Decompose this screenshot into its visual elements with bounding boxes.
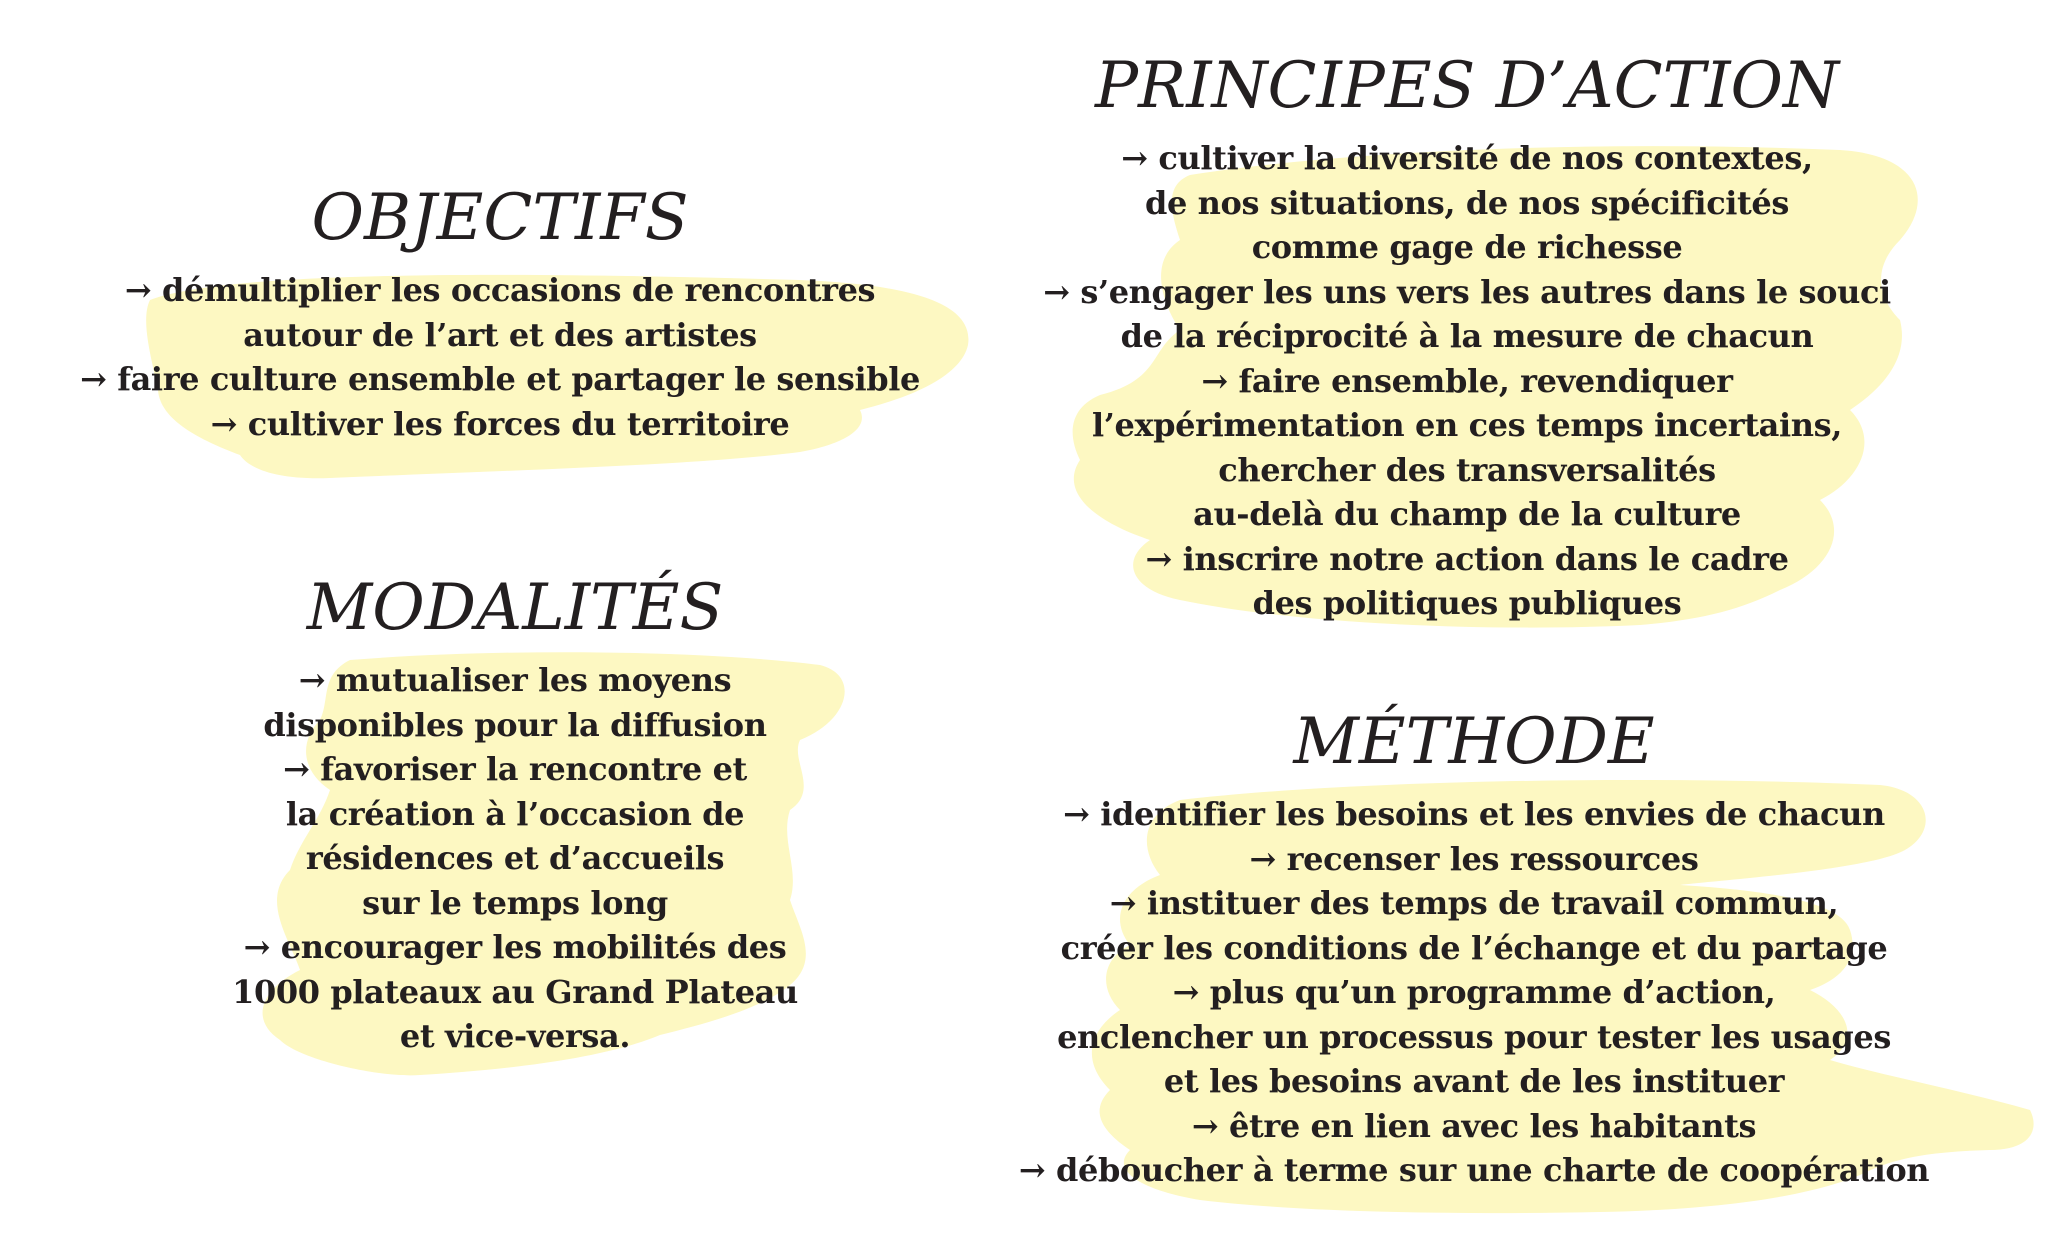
principes-list bbox=[1043, 136, 1891, 626]
principes-line: chercher des transversalités bbox=[1218, 450, 1716, 489]
principes-line: → s’engager les uns vers les autres dans le souci bbox=[1043, 272, 1891, 311]
methode-line: → recenser les ressources bbox=[1249, 839, 1699, 878]
objectifs-line: autour de l’art et des artistes bbox=[243, 315, 757, 354]
section-modalites bbox=[232, 571, 798, 1059]
principes-line: comme gage de richesse bbox=[1251, 228, 1683, 266]
methode-line: et les besoins avant de les instituer bbox=[1163, 1062, 1785, 1100]
modalites-line: → mutualiser les moyens bbox=[298, 661, 732, 699]
section-objectifs bbox=[80, 181, 920, 446]
principes-line: au-delà du champ de la culture bbox=[1193, 495, 1741, 533]
methode-line: créer les conditions de l’échange et du partage bbox=[1060, 928, 1888, 967]
modalites-line: 1000 plateaux au Grand Plateau bbox=[232, 972, 798, 1011]
methode-line: → identifier les besoins et les envies de chacun bbox=[1063, 795, 1885, 833]
methode-line: → être en lien avec les habitants bbox=[1191, 1106, 1757, 1145]
methode-line: → instituer des temps de travail commun, bbox=[1109, 884, 1839, 922]
principes-line: de la réciprocité à la mesure de chacun bbox=[1120, 317, 1814, 355]
methode-line: enclencher un processus pour tester les usages bbox=[1057, 1017, 1891, 1056]
principes-title: PRINCIPES D’ACTION bbox=[1094, 49, 1840, 123]
methode-line: → plus qu’un programme d’action, bbox=[1172, 973, 1776, 1011]
modalites-line: → encourager les mobilités des bbox=[243, 928, 787, 966]
modalites-line: la création à l’occasion de bbox=[285, 794, 745, 833]
principes-line: → inscrire notre action dans le cadre bbox=[1145, 539, 1789, 578]
methode-list bbox=[1019, 792, 1929, 1193]
objectifs-line: → démultiplier les occasions de rencontres bbox=[124, 271, 876, 309]
principes-line: l’expérimentation en ces temps incertains, bbox=[1092, 406, 1842, 444]
modalites-title: MODALITÉS bbox=[306, 571, 724, 645]
objectifs-line: → cultiver les forces du territoire bbox=[210, 404, 790, 443]
principes-line: → cultiver la diversité de nos contextes, bbox=[1121, 139, 1813, 177]
section-methode bbox=[1018, 705, 1930, 1193]
modalites-list bbox=[232, 658, 798, 1059]
modalites-line: → favoriser la rencontre et bbox=[283, 750, 747, 788]
section-principes-action bbox=[1043, 49, 1891, 626]
objectifs-line: → faire culture ensemble et partager le sensible bbox=[80, 360, 920, 398]
principes-line: des politiques publiques bbox=[1252, 584, 1682, 622]
principes-line: de nos situations, de nos spécificités bbox=[1145, 183, 1789, 222]
modalites-line: et vice-versa. bbox=[399, 1017, 631, 1055]
modalites-line: résidences et d’accueils bbox=[305, 839, 725, 877]
methode-line: → déboucher à terme sur une charte de coopération bbox=[1018, 1151, 1930, 1189]
methode-title: MÉTHODE bbox=[1293, 705, 1655, 779]
objectifs-title: OBJECTIFS bbox=[311, 181, 689, 255]
objectifs-list bbox=[80, 268, 920, 446]
principes-line: → faire ensemble, revendiquer bbox=[1201, 361, 1733, 400]
modalites-line: sur le temps long bbox=[362, 883, 668, 922]
modalites-line: disponibles pour la diffusion bbox=[263, 705, 767, 744]
